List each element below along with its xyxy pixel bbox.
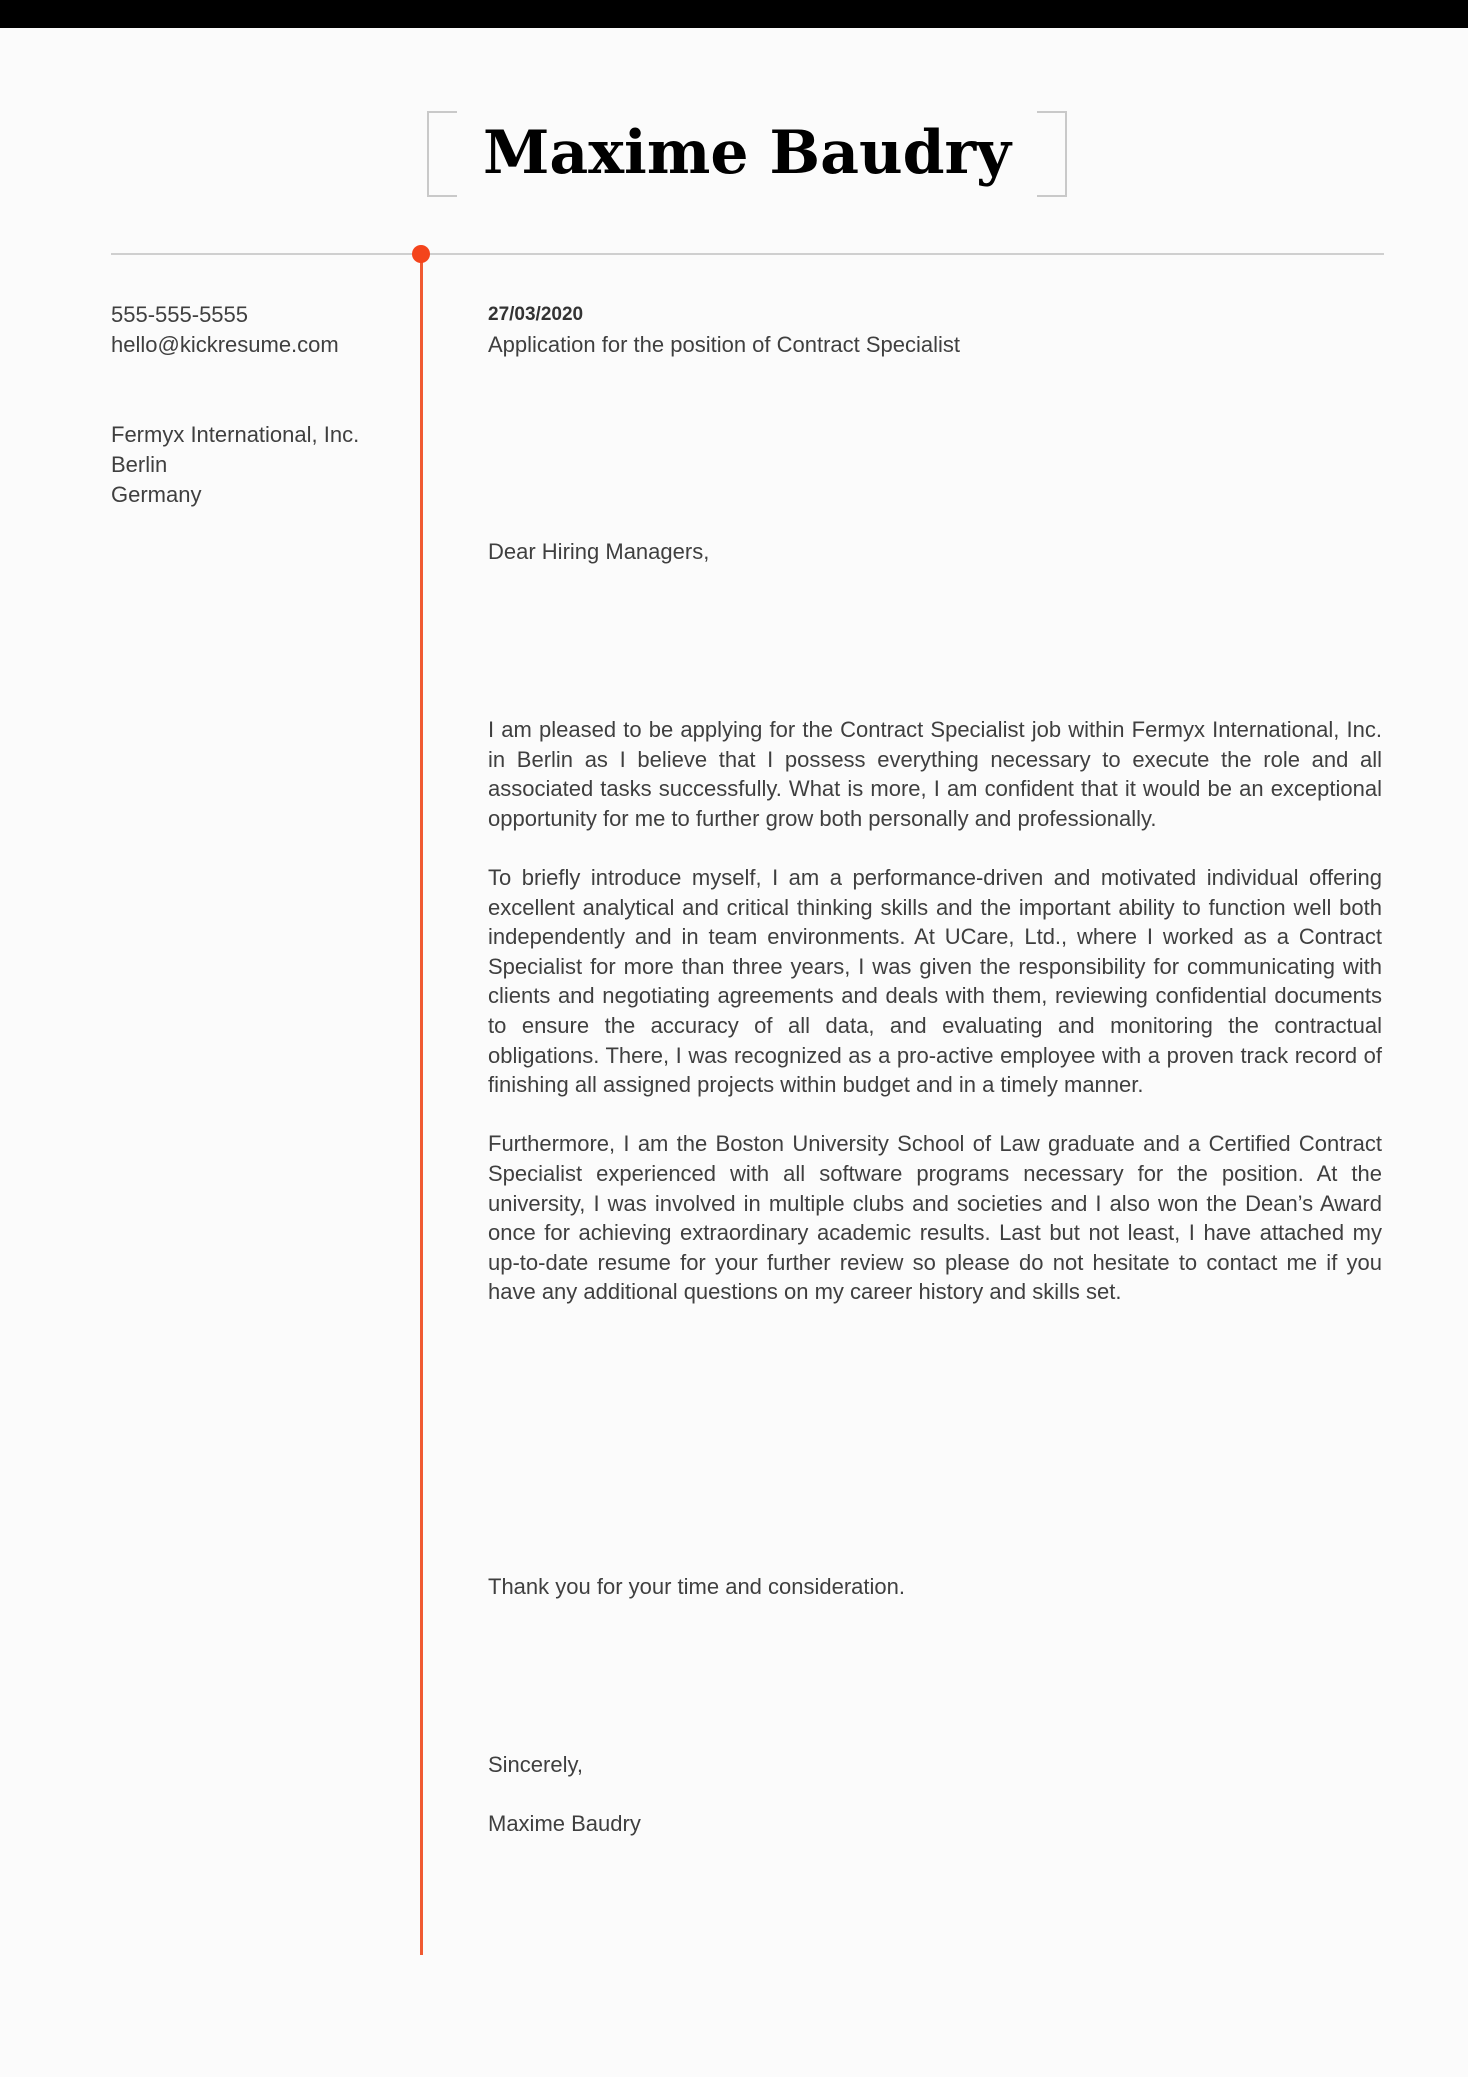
body-paragraph: Furthermore, I am the Boston University School of Law graduate and a Certified Contract Specialist experienced with all software programs necessary for the position. At the university, I was involved in multiple clubs and societies and I also won the Dean’s Award once for achieving extraordinary academic results. Last but not least, I have attached my up-to-date resume for your further review so please do not hesitate to contact me if you have any additional questions on my career history and skills set. bbox=[488, 1131, 1382, 1305]
sender-contact bbox=[111, 300, 401, 360]
body-paragraph: I am pleased to be applying for the Contract Specialist job within Fermyx International, Inc. in Berlin as I believe that I possess everything necessary to execute the role and all associated tasks successfully. What is more, I am confident that it would be an exceptional opportunity for me to further grow both personally and professionally. bbox=[488, 717, 1382, 831]
vertical-divider bbox=[420, 254, 423, 1955]
recipient-city: Berlin bbox=[111, 452, 168, 477]
sender-phone: 555-555-5555 bbox=[111, 302, 249, 327]
recipient-address bbox=[111, 420, 401, 510]
timeline-dot-icon bbox=[412, 245, 430, 263]
recipient-company: Fermyx International, Inc. bbox=[111, 422, 360, 447]
sender-email: hello@kickresume.com bbox=[111, 332, 339, 357]
letter-closing: Thank you for your time and consideration. bbox=[488, 1574, 906, 1599]
letter-signature: Maxime Baudry bbox=[488, 1811, 641, 1836]
letter-date: 27/03/2020 bbox=[488, 304, 584, 325]
body-paragraph: To briefly introduce myself, I am a performance-driven and motivated individual offering excellent analytical and critical thinking skills and the important ability to function well both independently and in team environments. At UCare, Ltd., where I worked as a Contract Specialist for more than three years, I was given the responsibility for communicating with clients and negotiating agreements and deals with them, reviewing confidential documents to ensure the accuracy of all data, and evaluating and monitoring the contractual obligations. There, I was recognized as a pro-active employee with a proven track record of finishing all assigned projects within budget and in a timely manner. bbox=[488, 864, 1382, 1098]
applicant-name: Maxime Baudry bbox=[482, 118, 1012, 188]
recipient-country: Germany bbox=[111, 482, 202, 507]
letter-subject: Application for the position of Contract Specialist bbox=[488, 332, 961, 357]
letter-greeting: Dear Hiring Managers, bbox=[488, 539, 710, 564]
sender-recipient-column bbox=[111, 300, 401, 510]
top-bar bbox=[0, 0, 1468, 28]
letter-signoff: Sincerely, bbox=[488, 1752, 583, 1777]
letter-body bbox=[488, 715, 1382, 1336]
horizontal-divider bbox=[111, 253, 1384, 255]
name-header bbox=[427, 111, 1067, 199]
letter-header bbox=[488, 300, 1382, 360]
